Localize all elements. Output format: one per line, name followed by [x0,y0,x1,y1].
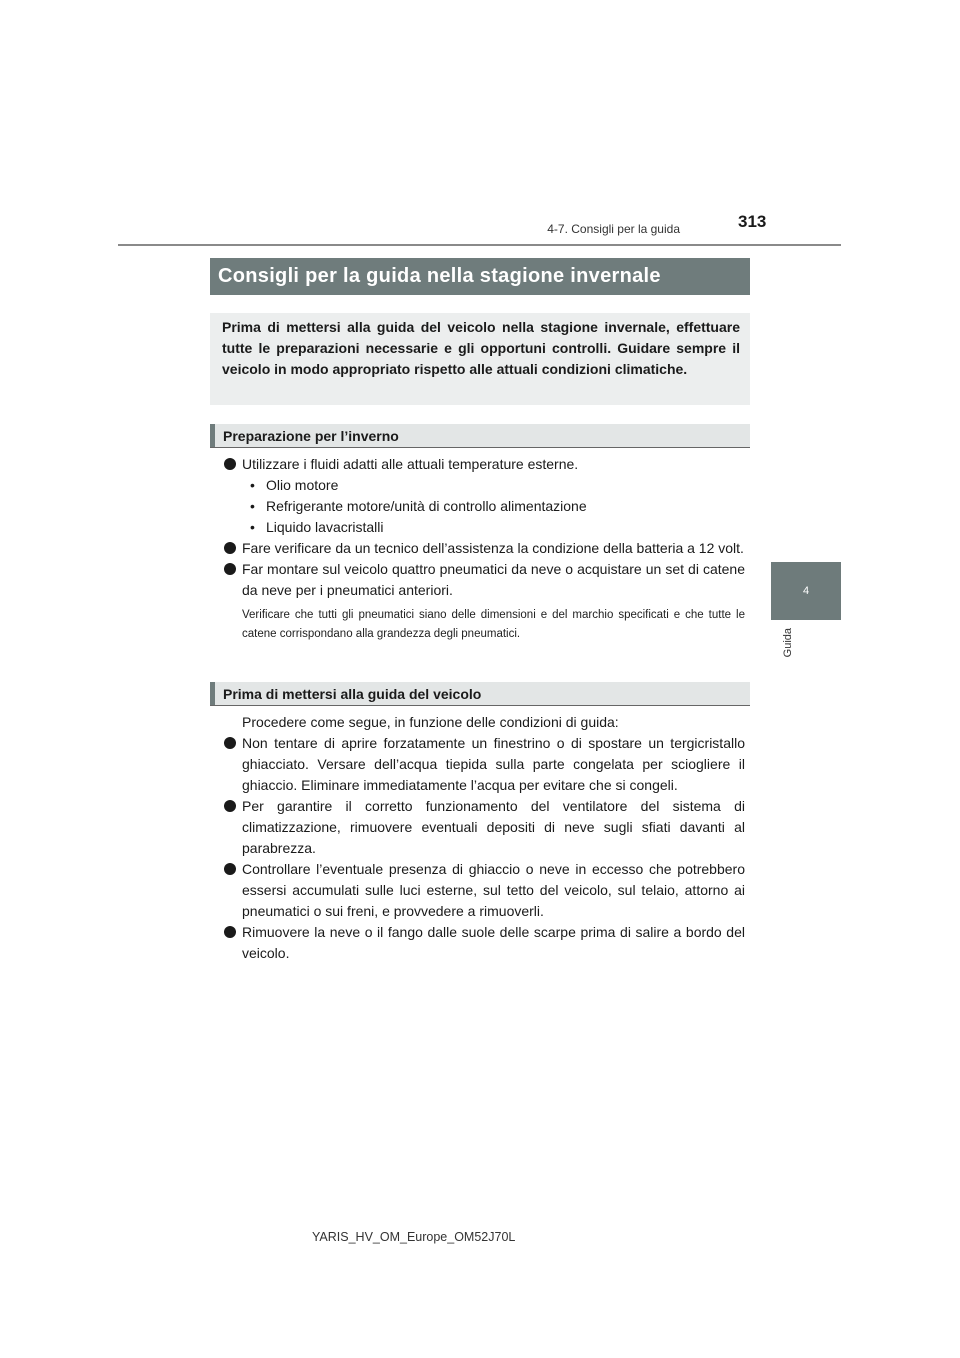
bullet-icon [224,563,236,575]
intro-box [210,313,750,405]
sub-bullet-icon: • [250,477,255,493]
list-item [222,922,745,964]
list-item-text: Controllare l’eventuale presenza di ghiaccio o neve in eccesso che potrebbero essersi accumulati sulle luci esterne, sul tetto del veicolo, sul telaio, attorno ai pneumatici o sui freni, e provvedere a rimuoverli. [242,861,745,919]
sub-list-item-text: Liquido lavacristalli [266,519,384,535]
list-item-text: Far montare sul veicolo quattro pneumatici da neve o acquistare un set di catene da neve per i pneumatici anteriori. [242,561,745,598]
list-item [222,733,745,796]
section-lead-text: Procedere come segue, in funzione delle condizioni di guida: [242,714,619,730]
section-heading-before-driving [210,682,750,706]
page-title: Consigli per la guida nella stagione invernale [210,258,750,295]
section-heading-label: Preparazione per l’inverno [223,428,399,444]
list-item-text: Fare verificare da un tecnico dell’assistenza la condizione della batteria a 12 volt. [242,540,744,556]
section-heading-winter-prep [210,424,750,448]
sub-list-item-text: Refrigerante motore/unità di controllo alimentazione [266,498,587,514]
sub-list-item [242,517,745,538]
sub-list-item [242,475,745,496]
winter-prep-list [222,454,745,644]
page-number: 313 [738,212,767,231]
sub-list-item [242,496,745,517]
list-item [222,796,745,859]
list-item [222,559,745,644]
heading-accent [210,424,215,447]
intro-text: Prima di mettersi alla guida del veicolo nella stagione invernale, effettuare tutte le preparazioni necessarie e gli opportuni controlli. Guidare sempre il veicolo in modo appropriato rispetto alle attuali condizioni climatiche. [222,319,740,377]
list-item-text: Rimuovere la neve o il fango dalle suole delle scarpe prima di salire a bordo del veicolo. [242,924,745,961]
list-item-text: Per garantire il corretto funzionamento del ventilatore del sistema di climatizzazione, rimuovere eventuali depositi di neve sugli sfiati davanti al parabrezza. [242,798,745,856]
sub-list-item-text: Olio motore [266,477,339,493]
bullet-icon [224,737,236,749]
sub-bullet-icon: • [250,519,255,535]
bullet-icon [224,926,236,938]
bullet-icon [224,458,236,470]
list-item-text: Utilizzare i fluidi adatti alle attuali temperature esterne. [242,456,579,472]
list-item [222,454,745,538]
document-code-footer: YARIS_HV_OM_Europe_OM52J70L [312,1230,516,1244]
before-driving-list [222,733,745,964]
bullet-icon [224,800,236,812]
bullet-icon [224,863,236,875]
chapter-tab: 4 [771,562,841,620]
chapter-label: Guida [782,628,794,658]
list-item [222,859,745,922]
header-divider [118,244,841,246]
bullet-icon [224,542,236,554]
heading-accent [210,682,215,705]
list-item [222,538,745,559]
sub-bullet-icon: • [250,498,255,514]
header-section-title: 4-7. Consigli per la guida [547,222,680,236]
list-item-text: Non tentare di aprire forzatamente un finestrino o di spostare un tergicristallo ghiacciato. Versare dell’acqua tiepida sulla parte congelata per sciogliere il ghiaccio. Eliminare immediatamente l’acqua per evitare che si congeli. [242,735,745,793]
fluid-sublist [242,475,745,538]
section-heading-label: Prima di mettersi alla guida del veicolo [223,686,482,702]
tire-note: Verificare che tutti gli pneumatici siano delle dimensioni e del marchio specificati e che tutte le catene corrispondano alla grandezza degli pneumatici. [242,609,745,640]
